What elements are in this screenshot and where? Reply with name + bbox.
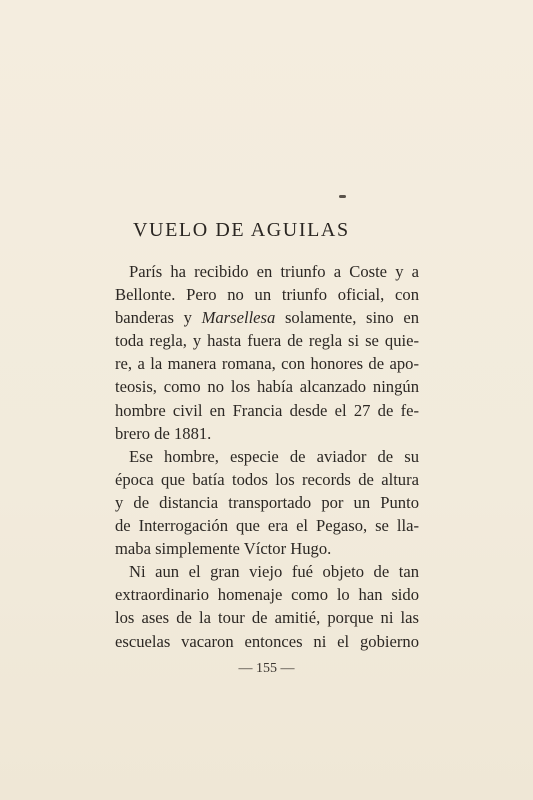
text-line: época que batía todos los records de altura — [115, 469, 419, 489]
text-line: París ha recibido en triunfo a Coste y a — [129, 262, 419, 281]
text-line: hombre civil en Francia desde el 27 de fe- — [115, 400, 419, 420]
text-line: toda regla, y hasta fuera de regla si se quie- — [115, 331, 419, 351]
text-line: de Interrogación que era el Pegaso, se lla- — [115, 516, 419, 536]
text-line: brero de 1881. — [115, 423, 212, 443]
text-line: teosis, como no los había alcanzado ningún — [115, 377, 419, 397]
text-line: banderas y Marsellesa solamente, sino en — [115, 308, 419, 328]
text-line: Ese hombre, especie de aviador de su — [129, 446, 419, 466]
body-text — [115, 260, 419, 653]
text-line: escuelas vacaron entonces ni el gobierno — [115, 631, 419, 651]
text-line: re, a la manera romana, con honores de apo- — [115, 354, 419, 374]
text-line: y de distancia transportado por un Punto — [115, 492, 419, 512]
page-number: — 155 — — [238, 661, 295, 676]
text-line: maba simplemente Víctor Hugo. — [115, 539, 332, 559]
text-line: Bellonte. Pero no un triunfo oficial, con — [115, 285, 419, 305]
ink-mark — [339, 195, 346, 198]
chapter-title: VUELO DE AGUILAS — [133, 219, 350, 241]
text-line: los ases de la tour de amitié, porque ni las — [115, 608, 419, 628]
text-line: Ni aun el gran viejo fué objeto de tan — [129, 562, 419, 582]
text-line: extraordinario homenaje como lo han sido — [115, 585, 419, 605]
